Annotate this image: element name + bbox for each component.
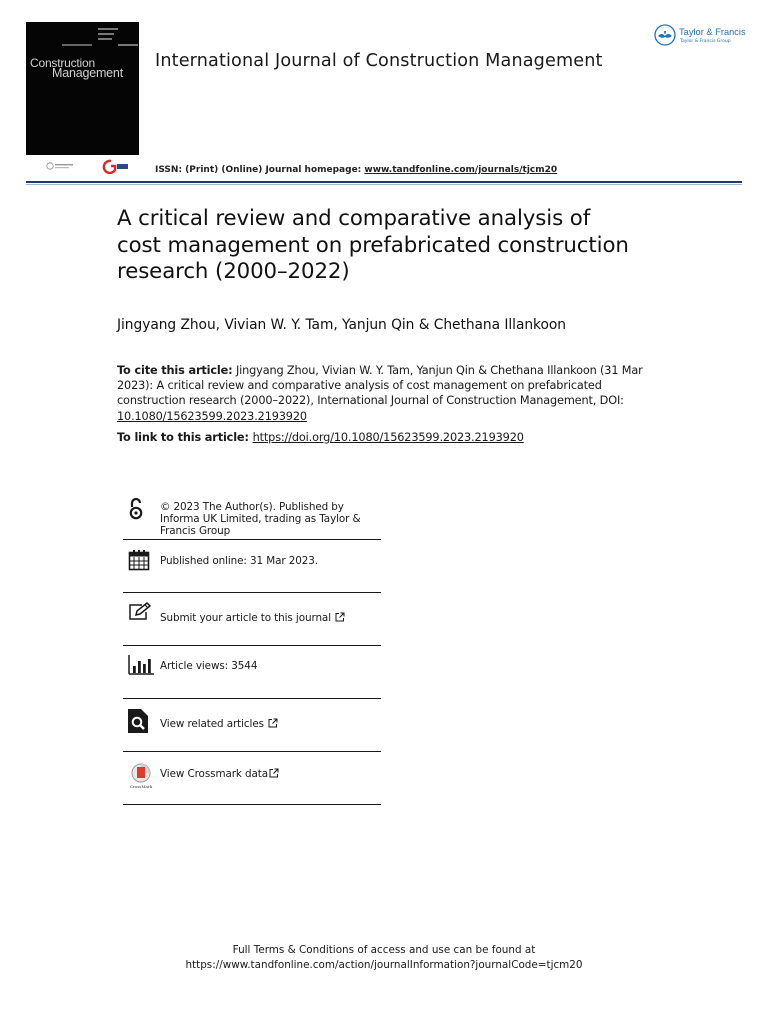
- society-logo-icon: [44, 160, 76, 172]
- external-link-icon: [269, 768, 279, 778]
- article-title-line1: A critical review and comparative analysis of: [117, 206, 591, 231]
- article-authors: Jingyang Zhou, Vivian W. Y. Tam, Yanjun Qin & Chethana Illankoon: [117, 317, 566, 333]
- article-title-line3: research (2000–2022): [117, 259, 350, 285]
- published-row: [123, 540, 381, 593]
- article-info-box: [123, 494, 381, 805]
- related-articles-link[interactable]: View related articles: [160, 718, 264, 730]
- crossmark-link[interactable]: View Crossmark data: [160, 768, 269, 780]
- article-views-row: [123, 646, 381, 699]
- cite-text: Jingyang Zhou, Vivian W. Y. Tam, Yanjun Qin & Chethana Illankoon (31 Mar 2023): A critical review and comparative analysis of cost management on prefabricated construction research (2000–2022), International Journal of Construction Management, DOI:: [117, 364, 643, 408]
- cover-title-line2: Management: [52, 66, 123, 80]
- article-views-text: Article views: 3544: [160, 660, 258, 672]
- cite-label: To cite this article:: [117, 364, 233, 377]
- taylor-francis-logo[interactable]: [654, 22, 746, 48]
- journal-cover-image: [26, 22, 139, 155]
- related-articles-row[interactable]: [123, 699, 381, 752]
- crossmark-icon-caption: CrossMark: [129, 784, 153, 789]
- submit-article-row[interactable]: [123, 593, 381, 646]
- header-subrule: [26, 184, 742, 185]
- calendar-icon: [128, 549, 150, 571]
- cover-top-line: [62, 44, 92, 46]
- footer-terms-link[interactable]: https://www.tandfonline.com/action/journalInformation?journalCode=tjcm20: [185, 958, 583, 971]
- publisher-logo-text: Taylor & Francis: [679, 26, 746, 37]
- open-access-text: © 2023 The Author(s). Published by Informa UK Limited, trading as Taylor & Francis Group: [160, 501, 361, 537]
- published-text: Published online: 31 Mar 2023.: [160, 555, 319, 567]
- open-access-row: [123, 494, 381, 540]
- crossmark-icon: [128, 763, 154, 789]
- issn-label: ISSN: (Print) (Online) Journal homepage:: [155, 165, 365, 175]
- article-title-line2: cost management on prefabricated construction: [117, 232, 629, 258]
- issn-line: [155, 165, 557, 175]
- article-doi-link[interactable]: https://doi.org/10.1080/15623599.2023.2193920: [252, 431, 524, 444]
- footer-line1: Full Terms & Conditions of access and use can be found at: [232, 944, 536, 956]
- crossmark-row[interactable]: [123, 752, 381, 805]
- external-link-icon: [335, 612, 345, 622]
- open-access-icon: [127, 497, 145, 521]
- journal-title: International Journal of Construction Management: [155, 51, 603, 71]
- header-rule: [26, 181, 742, 183]
- citation-block: [117, 363, 652, 424]
- publisher-logo-subtext: Taylor & Francis Group: [680, 38, 731, 44]
- article-title: [117, 206, 657, 286]
- article-link-line: [117, 431, 524, 444]
- external-link-icon: [268, 718, 278, 728]
- link-label: To link to this article:: [117, 431, 253, 444]
- submit-article-link[interactable]: Submit your article to this journal: [160, 612, 331, 624]
- bar-chart-icon: [128, 655, 154, 675]
- document-search-icon: [128, 709, 148, 733]
- publisher-mark-icon: [102, 158, 130, 174]
- journal-homepage-link[interactable]: www.tandfonline.com/journals/tjcm20: [364, 165, 558, 175]
- cover-title-line1: Construction: [30, 56, 95, 70]
- cite-doi-link[interactable]: 10.1080/15623599.2023.2193920: [117, 409, 307, 423]
- terms-footer: [0, 943, 768, 972]
- edit-pencil-icon: [128, 602, 152, 622]
- taylor-francis-lamp-icon: [654, 24, 676, 46]
